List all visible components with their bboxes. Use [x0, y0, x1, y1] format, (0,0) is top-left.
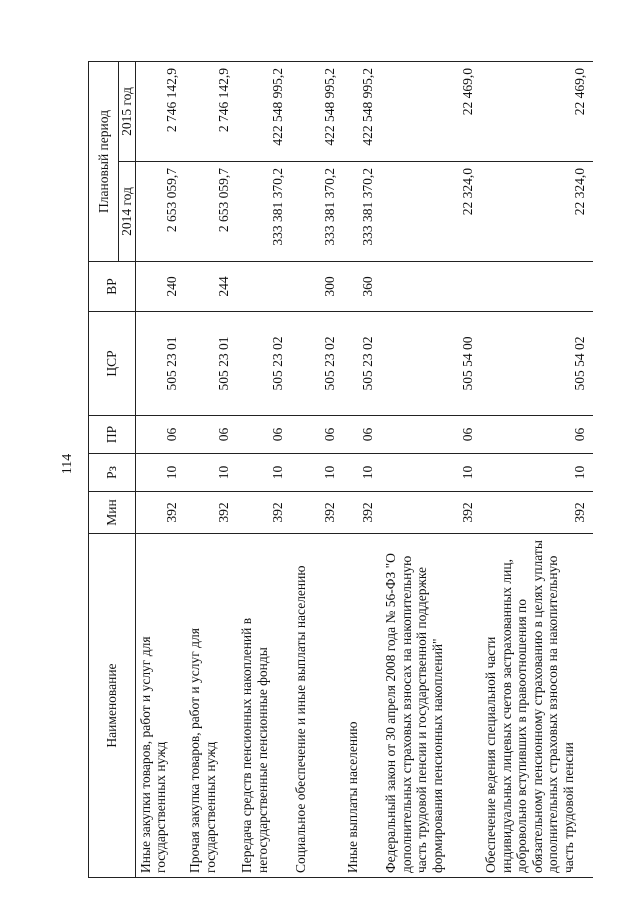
row-name: Федеральный закон от 30 апреля 2008 года № 56-ФЗ "О дополнительных страховых взносах на накопительную часть трудовой пенсии и государственной поддержке формирования пенсионных накоплений" [381, 534, 481, 878]
row-pr: 06 [135, 416, 185, 454]
row-2014: 22 324,0 [381, 162, 481, 262]
table-row [481, 61, 593, 877]
header-pr: ПР [89, 416, 136, 454]
row-2014: 333 381 370,2 [343, 162, 381, 262]
row-2015: 422 548 995,2 [291, 61, 343, 161]
row-name: Иные закупки товаров, работ и услуг для государственных нужд [135, 534, 185, 878]
row-2014: 2 653 059,7 [135, 162, 185, 262]
budget-table [88, 61, 593, 878]
row-pr: 06 [291, 416, 343, 454]
row-csr: 505 54 02 [481, 312, 593, 416]
row-vr [381, 262, 481, 312]
row-2015: 22 469,0 [481, 61, 593, 161]
row-2015: 422 548 995,2 [237, 61, 291, 161]
row-min: 392 [381, 492, 481, 534]
row-rz: 10 [343, 454, 381, 492]
row-pr: 06 [343, 416, 381, 454]
header-year-2015: 2015 год [119, 61, 136, 161]
row-csr: 505 23 02 [343, 312, 381, 416]
row-2015: 2 746 142,9 [185, 61, 237, 161]
row-min: 392 [237, 492, 291, 534]
row-2014: 333 381 370,2 [237, 162, 291, 262]
row-2014: 22 324,0 [481, 162, 593, 262]
row-min: 392 [291, 492, 343, 534]
table-row [185, 61, 237, 877]
row-vr [237, 262, 291, 312]
header-name: Наименование [89, 534, 136, 878]
row-rz: 10 [291, 454, 343, 492]
row-vr: 244 [185, 262, 237, 312]
header-rz: Рз [89, 454, 136, 492]
table-row [291, 61, 343, 877]
row-2015: 22 469,0 [381, 61, 481, 161]
row-pr: 06 [185, 416, 237, 454]
row-rz: 10 [135, 454, 185, 492]
row-rz: 10 [481, 454, 593, 492]
row-pr: 06 [381, 416, 481, 454]
row-rz: 10 [237, 454, 291, 492]
row-rz: 10 [185, 454, 237, 492]
header-year-2014: 2014 год [119, 162, 136, 262]
row-min: 392 [185, 492, 237, 534]
row-vr: 240 [135, 262, 185, 312]
row-min: 392 [343, 492, 381, 534]
row-name: Иные выплаты населению [343, 534, 381, 878]
row-2014: 2 653 059,7 [185, 162, 237, 262]
row-vr [481, 262, 593, 312]
row-min: 392 [481, 492, 593, 534]
row-name: Социальное обеспечение и иные выплаты населению [291, 534, 343, 878]
row-min: 392 [135, 492, 185, 534]
budget-table-container [88, 62, 616, 878]
table-row [237, 61, 291, 877]
row-name: Обеспечение ведения специальной части индивидуальных лицевых счетов застрахованных лиц, добровольно вступивших в правоотношения по обязательному пенсионному страхованию в целях уплаты дополнительных страховых взносов на накопительную часть трудовой пенсии [481, 534, 593, 878]
row-name: Передача средств пенсионных накоплений в негосударственные пенсионные фонды [237, 534, 291, 878]
table-row [343, 61, 381, 877]
row-pr: 06 [481, 416, 593, 454]
row-2015: 2 746 142,9 [135, 61, 185, 161]
table-row [135, 61, 185, 877]
header-plan-period: Плановый период [89, 61, 119, 261]
row-csr: 505 54 00 [381, 312, 481, 416]
header-csr: ЦСР [89, 312, 136, 416]
header-vr: ВР [89, 262, 136, 312]
row-name: Прочая закупка товаров, работ и услуг для государственных нужд [185, 534, 237, 878]
row-2014: 333 381 370,2 [291, 162, 343, 262]
row-csr: 505 23 01 [135, 312, 185, 416]
row-csr: 505 23 01 [185, 312, 237, 416]
row-csr: 505 23 02 [237, 312, 291, 416]
row-vr: 300 [291, 262, 343, 312]
row-vr: 360 [343, 262, 381, 312]
row-csr: 505 23 02 [291, 312, 343, 416]
row-pr: 06 [237, 416, 291, 454]
header-min: Мин [89, 492, 136, 534]
table-row [381, 61, 481, 877]
row-rz: 10 [381, 454, 481, 492]
page-number: 114 [60, 453, 75, 475]
row-2015: 422 548 995,2 [343, 61, 381, 161]
